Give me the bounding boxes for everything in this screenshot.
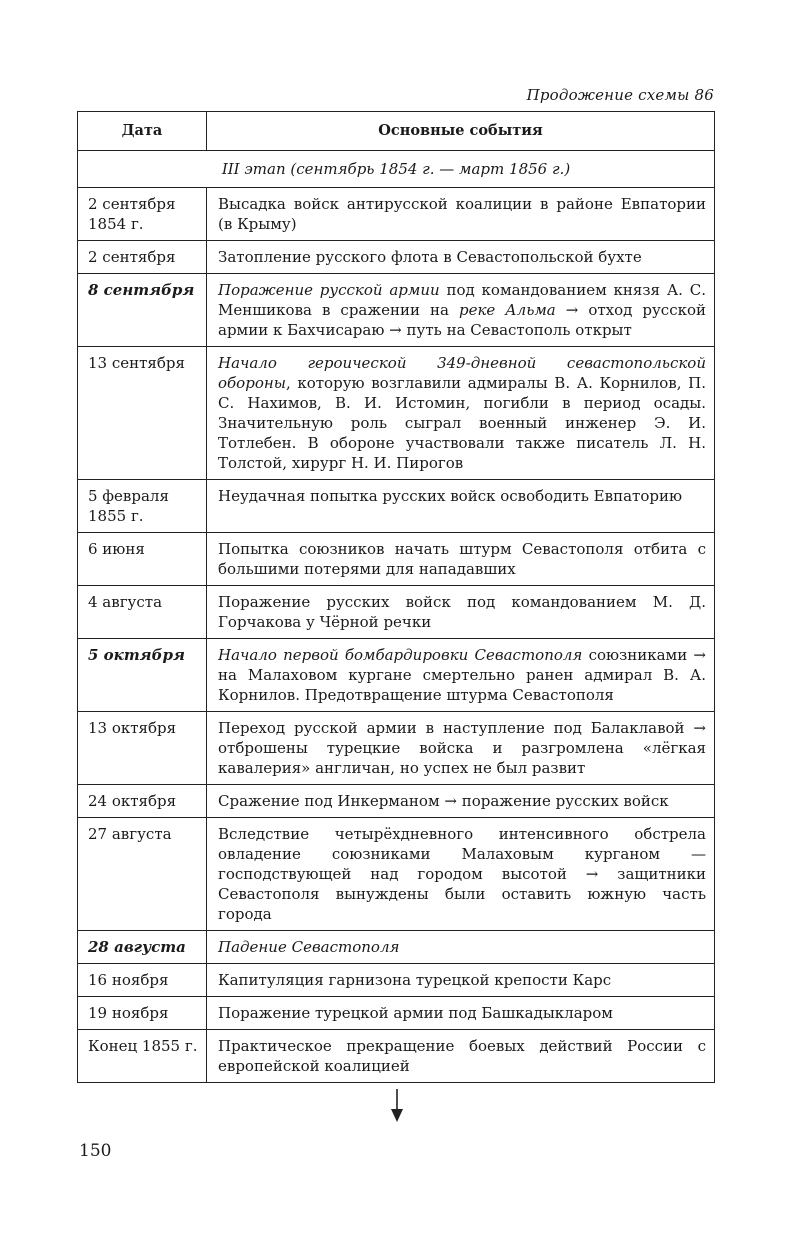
table-row [78, 639, 715, 712]
event-date: 19 ноября [78, 997, 207, 1030]
event-date: 5 февраля 1855 г. [78, 480, 207, 533]
chronology-table [77, 111, 715, 1083]
event-text: Попытка союзников начать штурм Севастополя отбита с большими потерями для нападавших [207, 533, 715, 586]
event-emphasis: Поражение русской армии [218, 281, 440, 299]
event-text: Вследствие четырёхдневного интенсивного обстрела овладение союзниками Малаховым курганом — господствующей над городом высотой → защитники Севастополя вынуждены были оставить южную часть города [207, 818, 715, 931]
event-text-part: под командованием князя А. С. Меншикова в сражении на [218, 281, 706, 319]
event-emphasis: реке Альма [458, 301, 556, 319]
event-text-part: союзниками → на Малаховом кургане смертельно ранен адмирал В. А. Корнилов. Предотвращение штурма Севастополя [218, 646, 706, 704]
table-row [78, 931, 715, 964]
event-date: 2 сентября [78, 241, 207, 274]
event-text: Капитуляция гарнизона турецкой крепости Карс [207, 964, 715, 997]
header-date: Дата [78, 112, 207, 151]
event-text: Сражение под Инкерманом → поражение русских войск [207, 785, 715, 818]
table-row [78, 241, 715, 274]
table-row [78, 997, 715, 1030]
table-row [78, 586, 715, 639]
stage-row [78, 151, 715, 188]
table-header-row [78, 112, 715, 151]
table-row [78, 964, 715, 997]
table-row [78, 818, 715, 931]
event-emphasis: Начало первой бомбардировки Севастополя [218, 646, 583, 664]
event-date: 5 октября [78, 639, 207, 712]
table-row [78, 533, 715, 586]
event-date: 16 ноября [78, 964, 207, 997]
table-row [78, 274, 715, 347]
event-text: Практическое прекращение боевых действий России с европейской коалицией [207, 1030, 715, 1083]
event-text [207, 639, 715, 712]
figure-caption: Продожение схемы 86 [526, 86, 714, 104]
event-text: Поражение русских войск под командованием М. Д. Горчакова у Чёрной речки [207, 586, 715, 639]
event-text: Падение Севастополя [207, 931, 715, 964]
event-text: Поражение турецкой армии под Башкадыкларом [207, 997, 715, 1030]
event-text-part: → отход русской армии к Бахчисараю → путь на Севастополь открыт [218, 301, 707, 339]
event-date: 13 сентября [78, 347, 207, 480]
event-date: Конец 1855 г. [78, 1030, 207, 1083]
event-date: 24 октября [78, 785, 207, 818]
table-row [78, 712, 715, 785]
page-number: 150 [79, 1141, 112, 1161]
event-date: 13 октября [78, 712, 207, 785]
event-emphasis: Начало героической 349-дневной севастопольской обороны [218, 354, 706, 392]
event-date: 28 августа [78, 931, 207, 964]
header-events: Основные события [207, 112, 715, 151]
table-row [78, 347, 715, 480]
event-date: 27 августа [78, 818, 207, 931]
arrow-down-icon [390, 1089, 404, 1123]
event-date: 6 июня [78, 533, 207, 586]
table-row [78, 785, 715, 818]
event-text [207, 347, 715, 480]
table-row [78, 188, 715, 241]
event-text-part: , которую возглавили адмиралы В. А. Корнилов, П. С. Нахимов, В. И. Истомин, погибли в период осады. Значительную роль сыграл военный инженер Э. И. Тотлебен. В обороне участвовали также писатель Л. Н. Толстой, хирург Н. И. Пирогов [218, 374, 706, 472]
event-date: 2 сентября 1854 г. [78, 188, 207, 241]
stage-title: III этап (сентябрь 1854 г. — март 1856 г.) [78, 151, 715, 188]
event-text: Переход русской армии в наступление под Балаклавой → отброшены турецкие войска и разгромлена «лёгкая кавалерия» англичан, но успех не был развит [207, 712, 715, 785]
table-row [78, 480, 715, 533]
event-text [207, 274, 715, 347]
event-date: 4 августа [78, 586, 207, 639]
event-text: Затопление русского флота в Севастопольской бухте [207, 241, 715, 274]
event-text: Высадка войск антирусской коалиции в районе Евпатории (в Крыму) [207, 188, 715, 241]
table-row [78, 1030, 715, 1083]
event-date: 8 сентября [78, 274, 207, 347]
event-text: Неудачная попытка русских войск освободить Евпаторию [207, 480, 715, 533]
